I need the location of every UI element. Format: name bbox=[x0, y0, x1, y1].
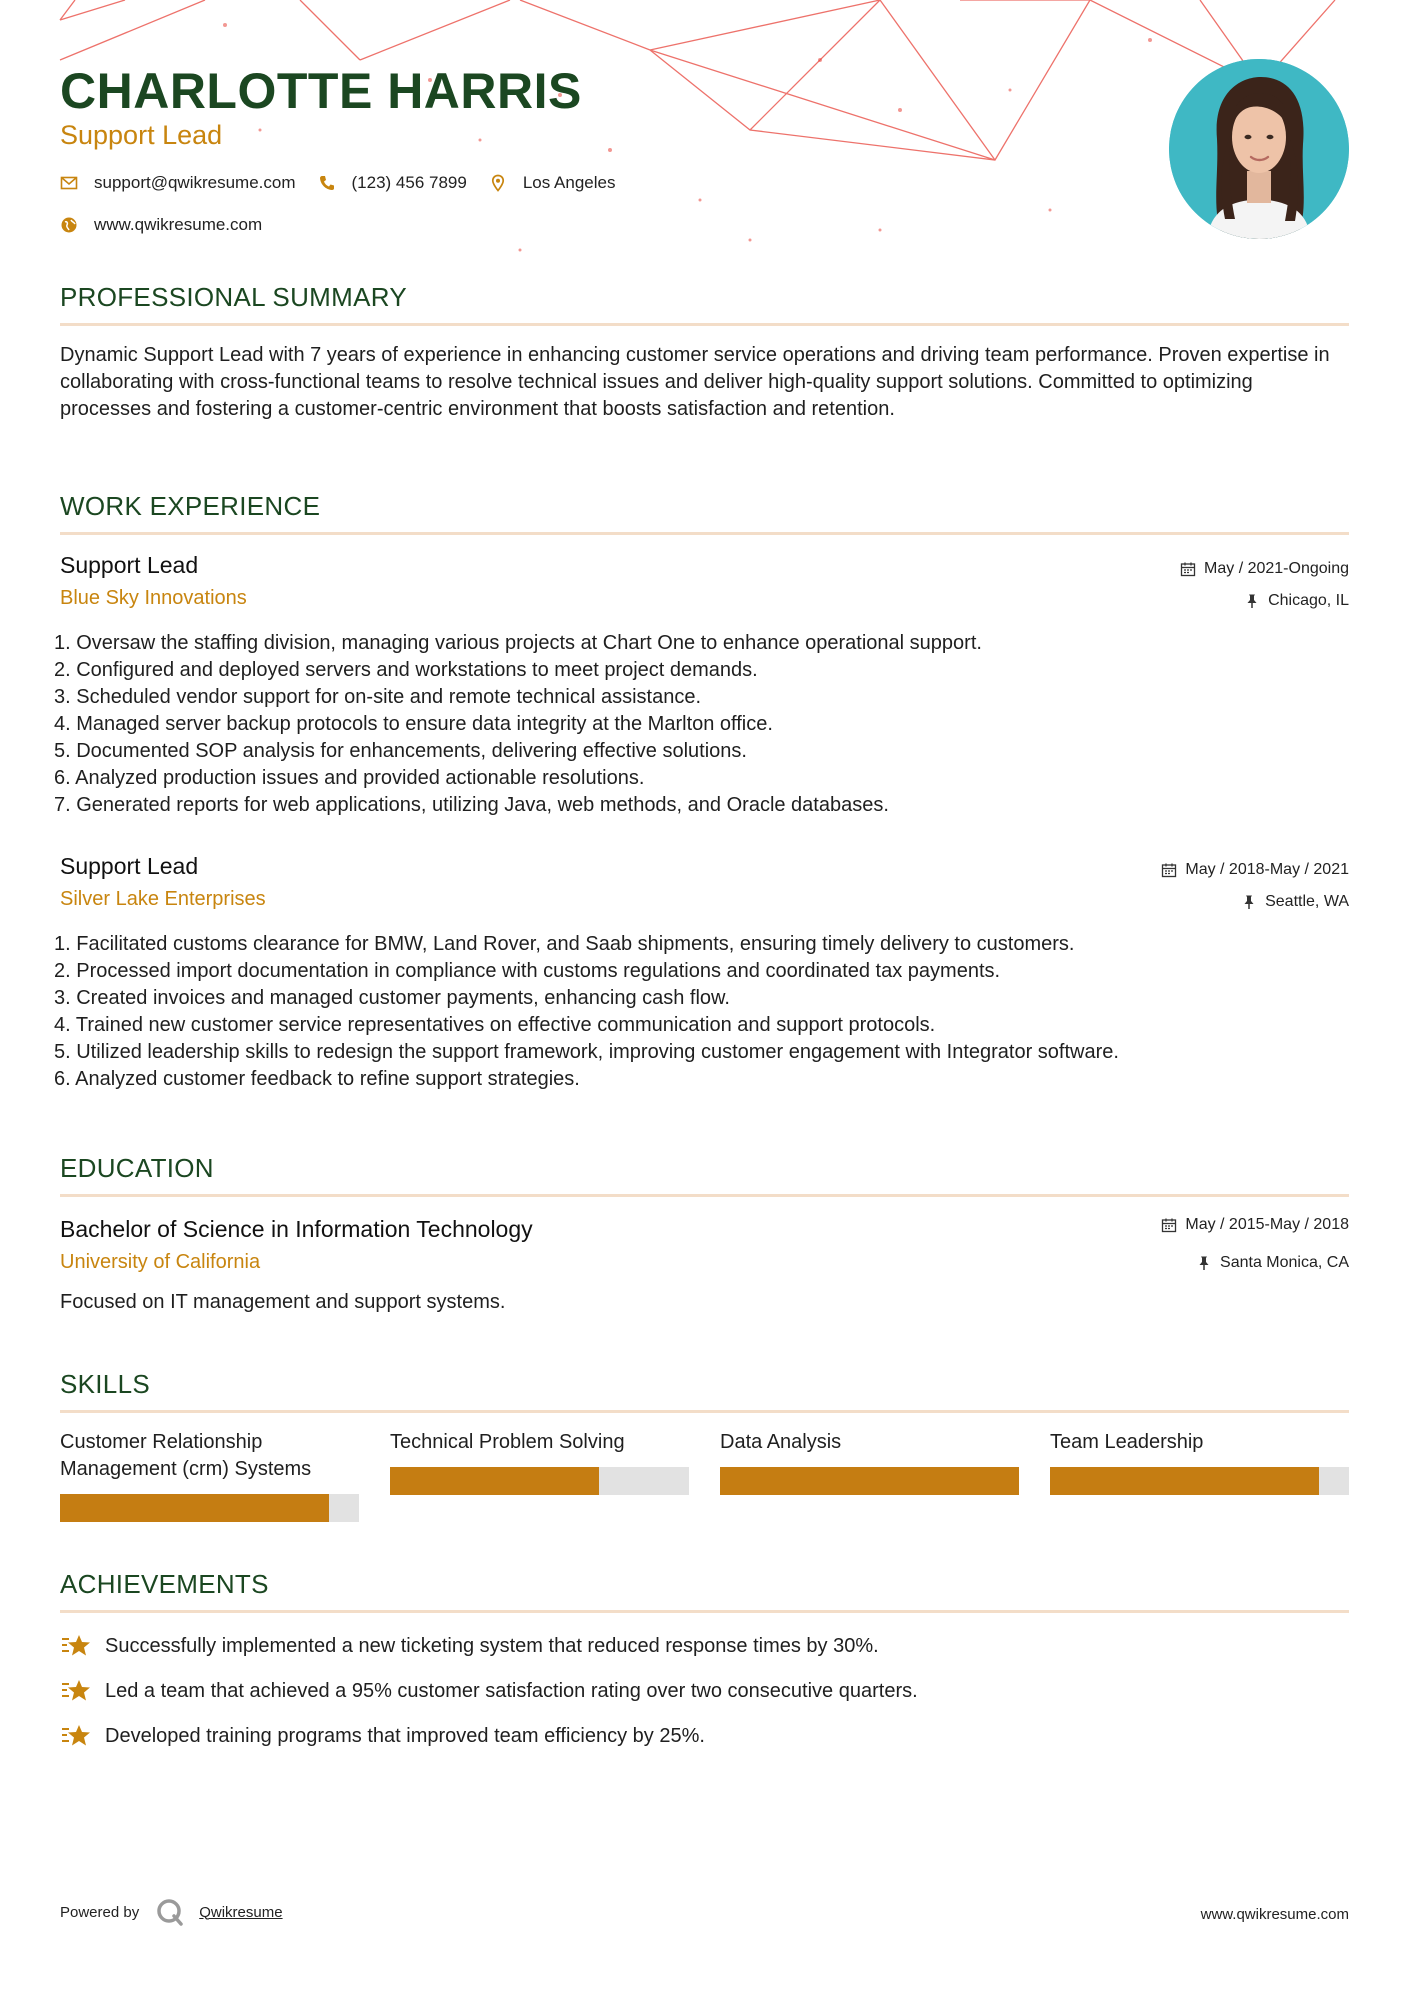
achievement-text: Developed training programs that improved team efficiency by 25%. bbox=[105, 1724, 705, 1747]
achievement-item bbox=[60, 1722, 705, 1750]
job-bullets bbox=[54, 630, 982, 819]
person-portrait-icon bbox=[1169, 59, 1349, 239]
star-achievement-icon bbox=[60, 1677, 92, 1705]
brand-link[interactable]: Qwikresume bbox=[199, 1903, 283, 1921]
job-location bbox=[1241, 893, 1349, 911]
job-dates bbox=[1180, 560, 1349, 578]
star-achievement-icon bbox=[60, 1722, 92, 1750]
qwikresume-logo-icon bbox=[155, 1897, 185, 1927]
email-text: support@qwikresume.com bbox=[94, 173, 296, 192]
website-text: www.qwikresume.com bbox=[94, 215, 263, 234]
footer-powered-by bbox=[60, 1897, 283, 1927]
list-item: 1. Facilitated customs clearance for BMW, Land Rover, and Saab shipments, ensuring timely delivery to customers. bbox=[54, 933, 1075, 955]
achievement-item bbox=[60, 1677, 918, 1705]
footer-website-link[interactable]: www.qwikresume.com bbox=[1200, 1906, 1349, 1923]
star-achievement-icon bbox=[60, 1632, 92, 1660]
skill-level-bar bbox=[720, 1467, 1019, 1495]
list-item: 2. Processed import documentation in compliance with customs regulations and coordinated tax payments. bbox=[54, 960, 1001, 982]
job-location-text: Seattle, WA bbox=[1265, 893, 1349, 910]
achievement-item bbox=[60, 1632, 879, 1660]
list-item: 4. Trained new customer service representatives on effective communication and support protocols. bbox=[54, 1014, 936, 1036]
education-location-text: Santa Monica, CA bbox=[1220, 1254, 1349, 1271]
thumbtack-icon bbox=[1244, 593, 1260, 609]
skill-level-bar bbox=[60, 1494, 359, 1522]
job-title: Support Lead bbox=[60, 853, 199, 879]
skill-level-fill bbox=[390, 1467, 599, 1495]
job-bullets bbox=[54, 931, 1119, 1093]
skill-level-bar bbox=[390, 1467, 689, 1495]
skill-item bbox=[390, 1429, 689, 1456]
list-item: 3. Created invoices and managed customer payments, enhancing cash flow. bbox=[54, 987, 730, 1009]
job-location bbox=[1244, 592, 1349, 610]
list-item: 5. Documented SOP analysis for enhancements, delivering effective solutions. bbox=[54, 740, 747, 762]
education-location bbox=[1196, 1254, 1349, 1272]
section-heading-skills: SKILLS bbox=[60, 1369, 1349, 1413]
section-heading-experience: WORK EXPERIENCE bbox=[60, 491, 1349, 535]
job-dates-text: May / 2018-May / 2021 bbox=[1185, 861, 1349, 878]
contact-website[interactable] bbox=[60, 215, 262, 235]
school-name: University of California bbox=[60, 1251, 261, 1273]
summary-text: Dynamic Support Lead with 7 years of experience in enhancing customer service operations and driving team performance. Proven expertise in collaborating with cross-functional teams to resolve technical issues and deliver high-quality support solutions. Committed to optimizing processes and fostering a customer-centric environment that boosts satisfaction and retention. bbox=[60, 344, 1330, 420]
education-dates bbox=[1161, 1216, 1349, 1234]
skill-name: Customer Relationship Management (crm) Systems bbox=[60, 1431, 312, 1480]
candidate-name: CHARLOTTE HARRIS bbox=[60, 63, 582, 119]
job-title: Support Lead bbox=[60, 552, 199, 578]
powered-by-label: Powered by bbox=[60, 1903, 140, 1921]
skill-level-bar bbox=[1050, 1467, 1349, 1495]
skill-item bbox=[60, 1429, 359, 1483]
list-item: 6. Analyzed production issues and provided actionable resolutions. bbox=[54, 767, 645, 789]
company-name: Blue Sky Innovations bbox=[60, 587, 247, 609]
company-name: Silver Lake Enterprises bbox=[60, 888, 266, 910]
contact-location bbox=[489, 173, 616, 193]
contact-email[interactable] bbox=[60, 173, 296, 193]
thumbtack-icon bbox=[1241, 894, 1257, 910]
envelope-icon bbox=[60, 174, 78, 192]
candidate-title: Support Lead bbox=[60, 120, 223, 150]
education-description: Focused on IT management and support systems. bbox=[60, 1291, 506, 1313]
calendar-icon bbox=[1161, 862, 1177, 878]
job-dates bbox=[1161, 861, 1349, 879]
skill-level-fill bbox=[1050, 1467, 1319, 1495]
phone-text: (123) 456 7899 bbox=[351, 173, 467, 192]
contact-row-secondary bbox=[60, 215, 284, 235]
location-text: Los Angeles bbox=[522, 173, 616, 192]
skill-name: Data Analysis bbox=[720, 1431, 842, 1453]
thumbtack-icon bbox=[1196, 1255, 1212, 1271]
list-item: 4. Managed server backup protocols to ensure data integrity at the Marlton office. bbox=[54, 713, 773, 735]
skill-name: Team Leadership bbox=[1050, 1431, 1204, 1453]
list-item: 7. Generated reports for web applications, utilizing Java, web methods, and Oracle databases. bbox=[54, 794, 889, 816]
list-item: 5. Utilized leadership skills to redesign the support framework, improving customer engagement with Integrator software. bbox=[54, 1041, 1119, 1063]
profile-photo bbox=[1169, 59, 1349, 239]
job-dates-text: May / 2021-Ongoing bbox=[1204, 560, 1349, 577]
skill-item bbox=[720, 1429, 1019, 1456]
achievement-text: Led a team that achieved a 95% customer satisfaction rating over two consecutive quarters. bbox=[105, 1679, 918, 1702]
map-pin-icon bbox=[489, 174, 507, 192]
section-heading-achievements: ACHIEVEMENTS bbox=[60, 1569, 1349, 1613]
skill-level-fill bbox=[720, 1467, 1019, 1495]
job-location-text: Chicago, IL bbox=[1268, 592, 1349, 609]
list-item: 1. Oversaw the staffing division, managing various projects at Chart One to enhance operational support. bbox=[54, 632, 982, 654]
section-heading-summary: PROFESSIONAL SUMMARY bbox=[60, 282, 1349, 326]
phone-icon bbox=[318, 174, 336, 192]
calendar-icon bbox=[1161, 1217, 1177, 1233]
skill-name: Technical Problem Solving bbox=[390, 1431, 625, 1453]
skill-level-fill bbox=[60, 1494, 329, 1522]
list-item: 3. Scheduled vendor support for on-site and remote technical assistance. bbox=[54, 686, 702, 708]
achievement-text: Successfully implemented a new ticketing system that reduced response times by 30%. bbox=[105, 1634, 879, 1657]
calendar-icon bbox=[1180, 561, 1196, 577]
list-item: 6. Analyzed customer feedback to refine support strategies. bbox=[54, 1068, 580, 1090]
contact-phone[interactable] bbox=[318, 173, 467, 193]
globe-icon bbox=[60, 216, 78, 234]
education-dates-text: May / 2015-May / 2018 bbox=[1185, 1216, 1349, 1233]
degree-title: Bachelor of Science in Information Technology bbox=[60, 1216, 533, 1242]
skill-item bbox=[1050, 1429, 1349, 1456]
list-item: 2. Configured and deployed servers and workstations to meet project demands. bbox=[54, 659, 758, 681]
contact-row-primary bbox=[60, 173, 637, 193]
section-heading-education: EDUCATION bbox=[60, 1153, 1349, 1197]
